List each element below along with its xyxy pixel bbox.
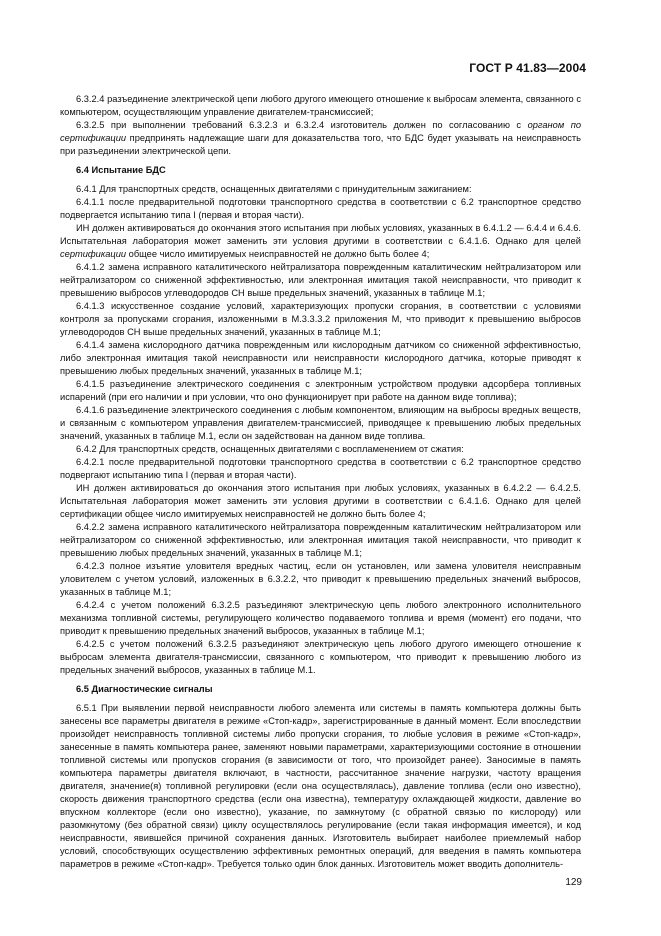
text-run: общее число имитируемых неисправностей не должно быть более 4; bbox=[126, 249, 430, 259]
paragraph-6-4-2-4: 6.4.2.4 с учетом положений 6.3.2.5 разъединяют электрическую цепь любого электронного исполнительного механизма топливной системы, регулирующего количество подаваемого топлива и время (момент) его подачи, что приводит к превышению предельных значений выбросов, указанных в таблице М.1; bbox=[60, 600, 581, 636]
paragraph-6-4-1: 6.4.1 Для транспортных средств, оснащенных двигателями с принудительным зажиганием: bbox=[76, 184, 472, 194]
document-code-header: ГОСТ Р 41.83—2004 bbox=[469, 61, 586, 75]
paragraph-6-3-2-5 bbox=[60, 119, 581, 158]
paragraph-6-4-1-5: 6.4.1.5 разъединение электрического соединения с электронным устройством продувки адсорбера топливных испарений (при его наличии и при условии, что оно функционирует при работе на данном виде топлива); bbox=[60, 379, 581, 402]
paragraph-6-4-1-3: 6.4.1.3 искусственное создание условий, характеризующих пропуски сгорания, в соответствии с условиями контроля за пропусками сгорания, изложенными в М.3.3.3.2 приложения М, что приводит к превышению выбросов углеводородов СН выше предельных значений, указанных в таблице М.1; bbox=[60, 301, 581, 337]
section-heading-6-5: 6.5 Диагностические сигналы bbox=[76, 684, 213, 694]
text-run: 6.3.2.5 при выполнении требований 6.3.2.3 и 6.3.2.4 изготовитель должен по согласованию с bbox=[76, 120, 528, 130]
text-run: ИН должен активироваться до окончания этого испытания при любых условиях, указанных в 6.4.1.2 — 6.4.4 и 6.4.6. Испытательная лаборатория может заменить эти условия другими в соответствии с 6.4.1.6. Однако для целей bbox=[60, 223, 581, 246]
section-heading-6-4: 6.4 Испытание БДС bbox=[76, 165, 166, 175]
paragraph-mil-activation-1 bbox=[60, 222, 581, 261]
paragraph-6-4-1-1: 6.4.1.1 после предварительной подготовки транспортного средства в соответствии с 6.2 транспортное средство подвергается испытанию типа I (первая и вторая части). bbox=[60, 197, 581, 220]
paragraph-6-4-2-5: 6.4.2.5 с учетом положений 6.3.2.5 разъединяют электрическую цепь любого другого имеющего отношение к выбросам элемента двигателя-трансмиссии, связанного с компьютером, что приводит к превышению любого из предельных значений выбросов, указанных в таблице М.1. bbox=[60, 639, 581, 675]
paragraph-6-4-1-4: 6.4.1.4 замена кислородного датчика поврежденным или кислородным датчиком со сниженной эффективностью, либо электронная имитация такой неисправности или неисправности кислородного датчика, которые приводят к превышению любых предельных значений, указанных в таблице М.1; bbox=[60, 340, 581, 376]
paragraph-6-4-1-2: 6.4.1.2 замена исправного каталитического нейтрализатора поврежденным каталитическим нейтрализатором или нейтрализатором со сниженной эффективностью, или электронная имитация такой неисправности, что приводит к превышению выбросов углеводородов СН выше предельных значений, указанных в таблице М.1; bbox=[60, 262, 581, 298]
italic-text-run: сертификации bbox=[60, 249, 127, 259]
paragraph-6-4-2: 6.4.2 Для транспортных средств, оснащенных двигателями с воспламенением от сжатия: bbox=[76, 444, 464, 454]
document-body bbox=[60, 93, 581, 871]
paragraph-6-3-2-4: 6.3.2.4 разъединение электрической цепи любого другого имеющего отношение к выбросам элемента, связанного с компьютером, осуществляющим управление двигателем-трансмиссией; bbox=[60, 94, 581, 117]
paragraph-6-4-2-3: 6.4.2.3 полное изъятие уловителя вредных частиц, если он установлен, или замена уловителя неисправным уловителем с учетом условий, изложенных в 6.3.2.2, что приводит к превышению предельных значений выбросов, указанных в таблице М.1; bbox=[60, 561, 581, 597]
paragraph-mil-activation-2: ИН должен активироваться до окончания этого испытания при любых условиях, указанных в 6.4.2.2 — 6.4.2.5. Испытательная лаборатория может заменить эти условия другими в соответствии с 6.4.1.6. Однако для целей сертификации общее число имитируемых неисправностей не должно быть более 4; bbox=[60, 483, 581, 519]
page-number: 129 bbox=[565, 877, 582, 888]
italic-text-run: органом по сертификации bbox=[60, 120, 581, 143]
paragraph-6-5-1: 6.5.1 При выявлении первой неисправности любого элемента или системы в память компьютера должны быть занесены все параметры двигателя в режиме «Стоп-кадр», зарегистрированные в данный момент. Если впоследствии произойдет неисправность топливной системы либо пропуски сгорания, то любые условия в режиме «Стоп-кадр», занесенные в память компьютера ранее, заменяют новыми параметрами, характеризующими состояние в отношении топливной системы или пропусков сгорания (в зависимости от того, что произойдет ранее). Заносимые в память компьютера параметры двигателя включают, в частности, рассчитанное значение нагрузки, частоту вращения двигателя, значение(я) топливной регулировки (если она осуществлялась), давление топлива (если оно известно), скорость движения транспортного средства (если она известна), температуру охлаждающей жидкости, давление во впускном коллекторе (если оно известно), указание, по замкнутому (с обратной связью по кислороду) или разомкнутому (без обратной связи) циклу осуществлялось регулирование (если такая информация имеется), и код неисправности, явившейся причиной сохранения данных. Изготовитель выбирает наиболее приемлемый набор условий, способствующих осуществлению эффективных ремонтных операций, для введения в память компьютера параметров в режиме «Стоп-кадр». Требуется только один блок данных. Изготовитель может вводить дополнитель- bbox=[60, 703, 581, 869]
paragraph-6-4-1-6: 6.4.1.6 разъединение электрического соединения с любым компонентом, влияющим на выбросы вредных веществ, и связанным с компьютером управления двигателем-трансмиссией, приводящее к превышению любых предельных значений, указанных в таблице М.1, если он задействован на данном виде топлива. bbox=[60, 405, 581, 441]
text-run: предпринять надлежащие шаги для доказательства того, что БДС будет указывать на неисправность при разъединении электрической цепи. bbox=[60, 133, 581, 156]
paragraph-6-4-2-2: 6.4.2.2 замена исправного каталитического нейтрализатора поврежденным каталитическим нейтрализатором или нейтрализатором со сниженной эффективностью, или электронная имитация такой неисправности, что приводит к превышению любых предельных значений, указанных в таблице М.1; bbox=[60, 522, 581, 558]
paragraph-6-4-2-1: 6.4.2.1 после предварительной подготовки транспортного средства в соответствии с 6.2 транспортное средство подвергают испытанию типа I (первая и вторая части). bbox=[60, 457, 581, 480]
